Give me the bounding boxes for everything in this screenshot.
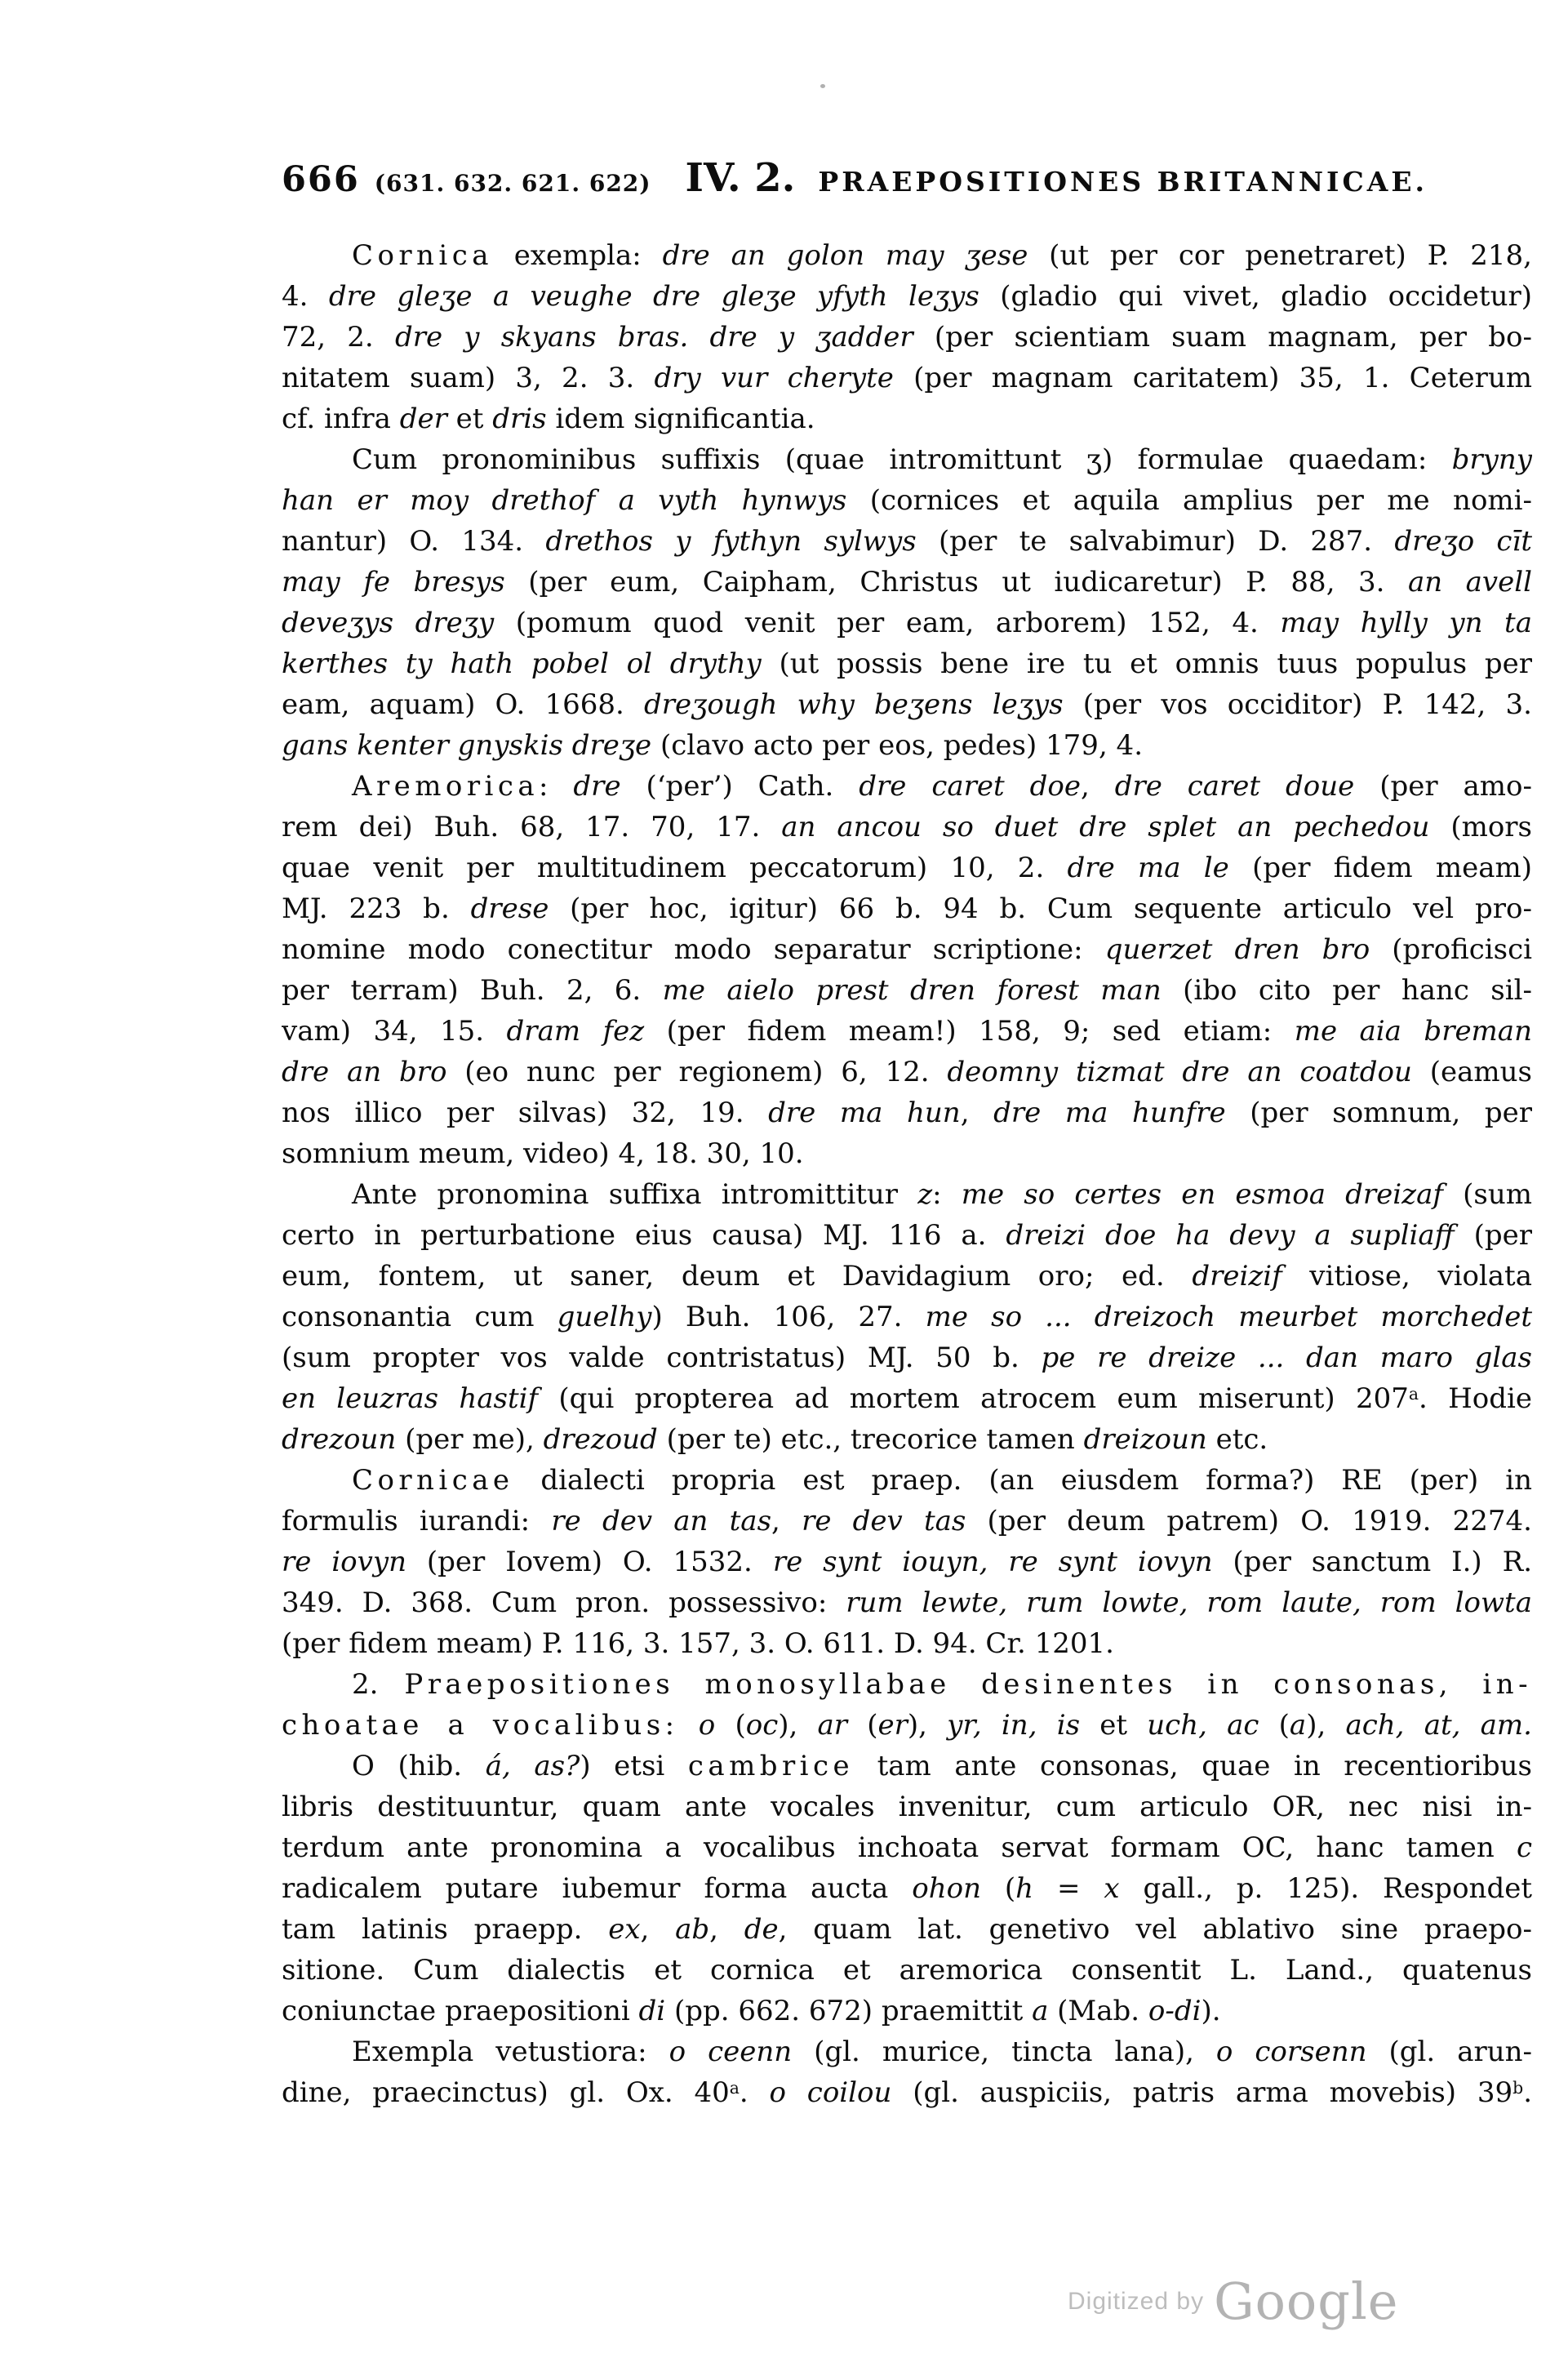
text-line — [282, 521, 1532, 562]
plain-text: coniunctae praepositioni — [282, 1995, 639, 2027]
paragraph — [282, 1174, 1532, 1460]
italic-text: dre caret doe — [859, 770, 1081, 803]
text-line — [282, 1297, 1532, 1337]
text-line — [282, 766, 1532, 807]
italic-text: dram fez — [506, 1015, 645, 1048]
plain-text: . — [1523, 2076, 1532, 2109]
text-line — [282, 603, 1532, 643]
plain-text: Ante pronomina suffixa intromittitur — [352, 1178, 918, 1211]
text-line — [282, 439, 1532, 480]
italic-text: me so certes en esmoa dreizaf — [961, 1178, 1443, 1211]
italic-text: me aia breman — [1294, 1015, 1532, 1048]
plain-text: , quam lat. genetivo vel ablativo sine praepo- — [778, 1913, 1532, 1946]
italic-text: deomny tizmat dre an coatdou — [947, 1056, 1412, 1088]
plain-text: etc. — [1206, 1423, 1268, 1456]
plain-text: (per deum patrem) O. 1919. 2274. — [966, 1505, 1532, 1537]
plain-text: nantur) O. 134. — [282, 525, 546, 558]
italic-text: ohon — [912, 1872, 981, 1905]
plain-text: (per somnum, per — [1225, 1097, 1532, 1129]
text-line — [282, 807, 1532, 848]
plain-text: eum, fontem, ut saner, deum et Davidagium oro; ed. — [282, 1260, 1193, 1293]
italic-text: dreizif — [1192, 1260, 1282, 1293]
paragraph — [282, 439, 1532, 766]
plain-text: cf. infra — [282, 403, 400, 435]
paragraph — [282, 1746, 1532, 2031]
plain-text: (‘per’) Cath. — [620, 770, 860, 803]
page-number: 666 — [282, 159, 360, 200]
plain-text: (per amo- — [1354, 770, 1532, 803]
text-line — [282, 2072, 1532, 2113]
italic-text: bryny — [1451, 443, 1532, 476]
plain-text: (per te) etc., trecorice tamen — [657, 1423, 1084, 1456]
watermark — [1068, 2271, 1398, 2331]
text-line — [282, 1746, 1532, 1786]
plain-text: (per magnam caritatem) 35, 1. Ceterum — [893, 362, 1532, 394]
italic-text: oc — [745, 1709, 779, 1742]
letterspaced-text: Cornica — [352, 239, 493, 272]
text-line — [282, 1133, 1532, 1174]
italic-text: er — [877, 1709, 908, 1742]
text-line — [282, 1378, 1532, 1419]
text-line — [282, 929, 1532, 970]
text-line — [282, 970, 1532, 1011]
letterspaced-text: Cornicae — [352, 1464, 514, 1497]
plain-text: per terram) Buh. 2, 6. — [282, 974, 663, 1007]
italic-text: dre ma hun — [768, 1097, 961, 1129]
plain-text: Cum pronominibus suffixis (quae intromittunt ʒ) formulae quaedam: — [352, 443, 1452, 476]
plain-text: MJ. 223 b. — [282, 892, 471, 925]
watermark-text: Digitized by — [1068, 2287, 1205, 2315]
paragraph — [282, 766, 1532, 1174]
text-line — [282, 888, 1532, 929]
italic-text: o corsenn — [1215, 2036, 1367, 2068]
text-line — [282, 1011, 1532, 1052]
paragraph — [282, 1460, 1532, 1664]
plain-text: formulis iurandi: — [282, 1505, 552, 1537]
italic-text: querzet dren bro — [1104, 933, 1370, 966]
plain-text: Exempla vetustiora: — [352, 2036, 669, 2068]
plain-text: : — [932, 1178, 962, 1211]
plain-text: ), — [907, 1709, 948, 1742]
plain-text: (per sanctum I.) R. — [1212, 1546, 1532, 1578]
italic-text: dreizi doe ha devy a supliaff — [1006, 1219, 1455, 1252]
italic-text: dre ma hunfre — [993, 1097, 1226, 1129]
text-line — [282, 562, 1532, 603]
plain-text: (per eum, Caipham, Christus ut iudicaretur) P. 88, 3. — [504, 566, 1408, 598]
plain-text: (per scientiam suam magnam, per bo- — [913, 321, 1532, 354]
text-block — [282, 235, 1532, 2113]
italic-text: an avell — [1407, 566, 1532, 598]
plain-text: (clavo acto per eos, pedes) 179, 4. — [651, 729, 1143, 762]
italic-text: dry vur cheryte — [654, 362, 894, 394]
text-line — [282, 1092, 1532, 1133]
plain-text: , — [771, 1505, 802, 1537]
italic-text: re dev tas — [802, 1505, 966, 1537]
plain-text: vam) 34, 15. — [282, 1015, 507, 1048]
italic-text: may fe bresys — [282, 566, 505, 598]
italic-text: en leuzras hastif — [282, 1382, 539, 1415]
chapter-number: IV. 2. — [685, 155, 796, 201]
italic-text: dre gleʒe a veughe dre gleʒe yfyth leʒys — [328, 280, 979, 313]
italic-text: dre — [573, 770, 621, 803]
plain-text: , — [709, 1913, 744, 1946]
text-line — [282, 1256, 1532, 1297]
plain-text: (gladio qui vivet, gladio occidetur) — [979, 280, 1532, 313]
text-line — [282, 1582, 1532, 1623]
italic-text: di — [638, 1995, 666, 2027]
plain-text: (gl. murice, tincta lana), — [792, 2036, 1216, 2068]
google-logo-text: Google — [1214, 2271, 1399, 2331]
italic-text: dreʒo cīt — [1394, 525, 1532, 558]
italic-text: a — [1032, 1995, 1049, 2027]
italic-text: ab — [675, 1913, 710, 1946]
plain-text: rem dei) Buh. 68, 17. 70, 17. — [282, 811, 782, 843]
italic-text: ar — [817, 1709, 848, 1742]
plain-text: (per fidem meam) — [1228, 852, 1532, 884]
plain-text: tam latinis praepp. — [282, 1913, 609, 1946]
paragraph — [282, 1664, 1532, 1746]
plain-text: (proficisci — [1370, 933, 1532, 966]
plain-text: ), — [1306, 1709, 1346, 1742]
italic-text: a — [1289, 1709, 1307, 1742]
text-line — [282, 398, 1532, 439]
italic-text: o — [698, 1709, 716, 1742]
plain-text: nos illico per silvas) 32, 19. — [282, 1097, 769, 1129]
italic-text: kerthes ty hath pobel ol drythy — [282, 647, 762, 680]
text-line — [282, 1460, 1532, 1501]
plain-text: (ut possis bene ire tu et omnis tuus populus per — [761, 647, 1532, 680]
italic-text: guelhy — [557, 1301, 652, 1333]
plain-text: consonantia cum — [282, 1301, 557, 1333]
text-line — [282, 480, 1532, 521]
italic-text: de — [744, 1913, 779, 1946]
running-header — [282, 155, 1532, 201]
plain-text: ), — [778, 1709, 818, 1742]
italic-text: an ancou so duet dre splet an pechedou — [781, 811, 1430, 843]
plain-text: = — [1033, 1872, 1104, 1905]
text-line — [282, 1419, 1532, 1460]
italic-text: o coilou — [769, 2076, 892, 2109]
superscript-text: a — [1408, 1383, 1419, 1404]
plain-text: (pp. 662. 672) praemittit — [665, 1995, 1033, 2027]
plain-text: certo in perturbatione eius causa) MJ. 116 a. — [282, 1219, 1006, 1252]
plain-text: ( — [1259, 1709, 1290, 1742]
plain-text: (mors — [1429, 811, 1532, 843]
plain-text: ( — [715, 1709, 746, 1742]
plain-text: (gl. arun- — [1366, 2036, 1532, 2068]
plain-text: (sum propter vos valde contristatus) MJ. 50 b. — [282, 1342, 1042, 1374]
plain-text: , — [640, 1913, 676, 1946]
plain-text: eam, aquam) O. 1668. — [282, 688, 644, 721]
text-line — [282, 848, 1532, 888]
plain-text: ( — [980, 1872, 1016, 1905]
plain-text: exempla: — [492, 239, 663, 272]
plain-text: , — [960, 1097, 994, 1129]
text-line — [282, 358, 1532, 398]
plain-text: 349. D. 368. Cum pron. possessivo: — [282, 1586, 846, 1619]
italic-text: ex — [608, 1913, 641, 1946]
plain-text: sitione. Cum dialectis et cornica et aremorica consentit L. Land., quatenus — [282, 1954, 1532, 1987]
italic-text: drese — [470, 892, 549, 925]
running-title: PRAEPOSITIONES BRITANNICAE. — [818, 166, 1428, 198]
paragraph — [282, 235, 1532, 439]
text-line — [282, 1991, 1532, 2031]
plain-text: (ibo cito per hanc sil- — [1161, 974, 1532, 1007]
plain-text: ) etsi — [580, 1750, 688, 1782]
superscript-text: b — [1512, 2077, 1524, 2098]
text-line — [282, 1786, 1532, 1827]
plain-text: idem significantia. — [546, 403, 815, 435]
text-line — [282, 1827, 1532, 1868]
text-line — [282, 1337, 1532, 1378]
plain-text: radicalem putare iubemur forma aucta — [282, 1872, 913, 1905]
text-line — [282, 1501, 1532, 1542]
text-line — [282, 1542, 1532, 1582]
italic-text: re dev an tas — [551, 1505, 772, 1537]
plain-text: (gl. auspiciis, patris arma movebis) 39 — [891, 2076, 1513, 2109]
section-refs: (631. 632. 621. 622) — [374, 170, 651, 197]
plain-text: (per Iovem) O. 1532. — [406, 1546, 773, 1578]
plain-text: (sum — [1442, 1178, 1532, 1211]
italic-text: me aielo prest dren forest man — [662, 974, 1162, 1007]
italic-text: may hylly yn ta — [1280, 607, 1532, 639]
plain-text: libris destituuntur, quam ante vocales invenitur, cum articulo OR, nec nisi in- — [282, 1791, 1532, 1823]
italic-text: á, as? — [485, 1750, 580, 1782]
plain-text: (per fidem meam) P. 116, 3. 157, 3. O. 611. D. 94. Cr. 1201. — [282, 1627, 1114, 1660]
text-line — [282, 1705, 1532, 1746]
italic-text: dre caret doue — [1114, 770, 1355, 803]
italic-text: dre ma le — [1067, 852, 1229, 884]
italic-text: dre an bro — [282, 1056, 447, 1088]
text-line — [282, 1664, 1532, 1705]
text-line — [282, 643, 1532, 684]
text-line — [282, 1950, 1532, 1991]
plain-text: somnium meum, video) 4, 18. 30, 10. — [282, 1137, 804, 1170]
italic-text: dre y skyans bras. dre y ʒadder — [394, 321, 913, 354]
plain-text: (per hoc, igitur) 66 b. 94 b. Cum sequente articulo vel pro- — [549, 892, 1532, 925]
text-line — [282, 725, 1532, 766]
plain-text: (per vos occiditor) P. 142, 3. — [1063, 688, 1532, 721]
italic-text: drezoun — [282, 1423, 397, 1456]
italic-text: h — [1015, 1872, 1034, 1905]
text-line — [282, 1623, 1532, 1664]
italic-text: ach, at, am. — [1345, 1709, 1532, 1742]
italic-text: dreizoun — [1083, 1423, 1207, 1456]
italic-text: yr, in, is — [947, 1709, 1081, 1742]
plain-text: gall., p. 125). Respondet — [1119, 1872, 1532, 1905]
italic-text: drethos y fythyn sylwys — [545, 525, 917, 558]
plain-text: ). — [1201, 1995, 1221, 2027]
text-line — [282, 1215, 1532, 1256]
plain-text: , — [1080, 770, 1115, 803]
plain-text: (pomum quod venit per eam, arborem) 152, 4. — [494, 607, 1281, 639]
plain-text: dine, praecinctus) gl. Ox. 40 — [282, 2076, 730, 2109]
plain-text: et — [446, 403, 493, 435]
text-line — [282, 235, 1532, 276]
text-line — [282, 317, 1532, 358]
plain-text: (cornices et aquila amplius per me nomi- — [846, 484, 1532, 517]
italic-text: deveʒys dreʒy — [282, 607, 495, 639]
text-line — [282, 1909, 1532, 1950]
italic-text: drezoud — [543, 1423, 658, 1456]
letterspaced-text: Praepositiones monosyllabae desinentes in consonas, in- — [404, 1668, 1532, 1701]
plain-text: (eamus — [1411, 1056, 1532, 1088]
plain-text: dialecti propria est praep. (an eiusdem forma?) RE (per) in — [513, 1464, 1532, 1497]
letterspaced-text: choatae a vocalibus: — [282, 1709, 679, 1742]
superscript-text: a — [729, 2077, 740, 2098]
plain-text: nitatem suam) 3, 2. 3. — [282, 362, 655, 394]
plain-text — [679, 1709, 699, 1742]
plain-text: 72, 2. — [282, 321, 395, 354]
italic-text: re iovyn — [282, 1546, 406, 1578]
plain-text: (per te salvabimur) D. 287. — [916, 525, 1395, 558]
italic-text: gans kenter gnyskis dreʒe — [282, 729, 652, 762]
plain-text: vitiose, violata — [1281, 1260, 1532, 1293]
plain-text: 2. — [352, 1668, 405, 1701]
plain-text: 4. — [282, 280, 329, 313]
italic-text: rum lewte, rum lowte, rom laute, rom lowta — [846, 1586, 1532, 1619]
italic-text: z — [917, 1178, 933, 1211]
plain-text: ) Buh. 106, 27. — [651, 1301, 926, 1333]
italic-text: o-di — [1148, 1995, 1202, 2027]
text-line — [282, 1868, 1532, 1909]
letterspaced-text: Aremorica — [352, 770, 540, 803]
text-line — [282, 2031, 1532, 2072]
plain-text: quae venit per multitudinem peccatorum) 10, 2. — [282, 852, 1068, 884]
plain-text: (ut per cor penetraret) P. 218, — [1028, 239, 1532, 272]
italic-text: me so ... dreizoch meurbet morchedet — [925, 1301, 1532, 1333]
italic-text: re synt iouyn, re synt iovyn — [772, 1546, 1213, 1578]
text-line — [282, 684, 1532, 725]
italic-text: o ceenn — [669, 2036, 793, 2068]
italic-text: x — [1104, 1872, 1120, 1905]
plain-text: : — [539, 770, 574, 803]
plain-text: nomine modo conectitur modo separatur scriptione: — [282, 933, 1105, 966]
text-line — [282, 1174, 1532, 1215]
paragraph — [282, 2031, 1532, 2113]
plain-text: (qui propterea ad mortem atrocem eum miserunt) 207 — [538, 1382, 1409, 1415]
plain-text: . — [739, 2076, 770, 2109]
italic-text: uch, ac — [1147, 1709, 1259, 1742]
italic-text: dreʒough why beʒens leʒys — [644, 688, 1064, 721]
plain-text: (Mab. — [1048, 1995, 1148, 2027]
italic-text: der — [399, 403, 447, 435]
plain-text: . Hodie — [1419, 1382, 1532, 1415]
letterspaced-text: cambrice — [687, 1750, 855, 1782]
italic-text: han er moy drethof a vyth hynwys — [282, 484, 847, 517]
plain-text: et — [1080, 1709, 1148, 1742]
plain-text: (per fidem meam!) 158, 9; sed etiam: — [644, 1015, 1295, 1048]
plain-text: terdum ante pronomina a vocalibus inchoata servat formam OC, hanc tamen — [282, 1831, 1517, 1864]
scan-speck — [820, 84, 825, 88]
plain-text: (per me), — [396, 1423, 544, 1456]
plain-text: (eo nunc per regionem) 6, 12. — [446, 1056, 948, 1088]
text-line — [282, 1052, 1532, 1092]
text-line — [282, 276, 1532, 317]
plain-text: ( — [847, 1709, 878, 1742]
italic-text: pe re dreize ... dan maro glas — [1041, 1342, 1532, 1374]
italic-text: dris — [492, 403, 547, 435]
plain-text: tam ante consonas, quae in recentioribus — [854, 1750, 1532, 1782]
plain-text: O (hib. — [352, 1750, 486, 1782]
italic-text: c — [1516, 1831, 1532, 1864]
italic-text: dre an golon may ʒese — [662, 239, 1028, 272]
plain-text: (per — [1454, 1219, 1532, 1252]
